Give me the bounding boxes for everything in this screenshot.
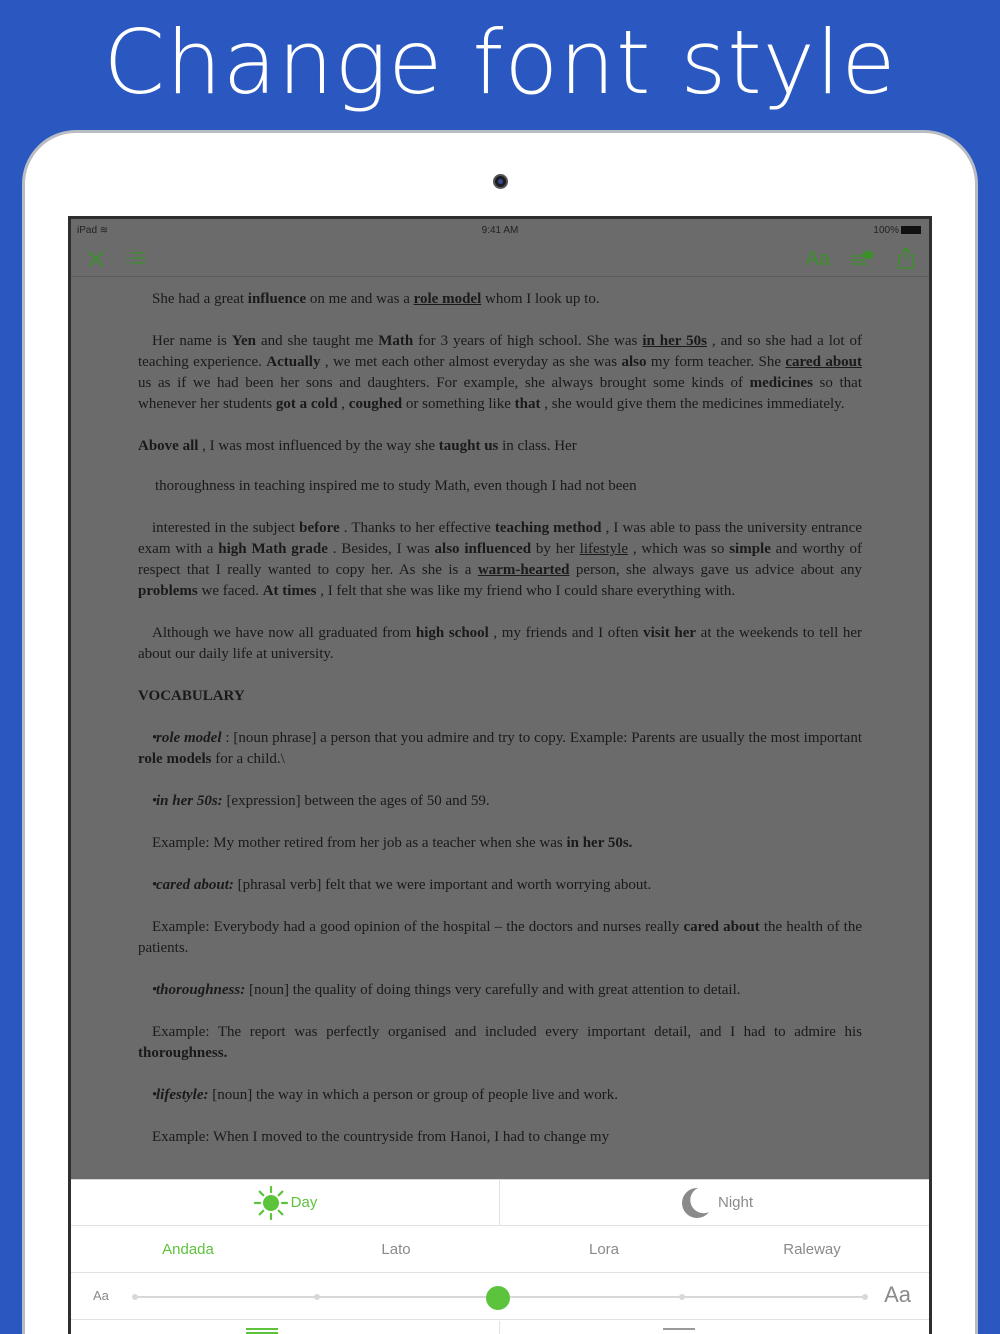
slider-tick (862, 1294, 868, 1300)
share-icon[interactable] (895, 245, 917, 273)
status-device: iPad ≋ (77, 225, 109, 236)
paragraph: Although we have now all graduated from high school , my friends and I often visit her at the weekends to tell her about our daily life at university. (138, 625, 863, 662)
decrease-size-label: Aa (93, 1288, 109, 1303)
reader-toolbar (71, 241, 929, 277)
font-option-lora[interactable]: Lora (588, 1241, 620, 1258)
paragraph: interested in the subject before . Thanks to her effective teaching method , I was able to pass the university entrance exam with a high Math grade . Besides, I was also influenced by her lifestyle , which was so simple and worthy of respect that I really wanted to copy her. As she is a warm-hearted person, she always gave us advice about any problems we faced. At times , I felt that she was like my friend who I could share everything with. (138, 520, 862, 599)
vocab-example: Example: My mother retired from her job as a teacher when she was in her 50s. (152, 835, 633, 851)
spacing-compact-button[interactable] (71, 1321, 500, 1334)
vocab-link[interactable]: cared about (785, 354, 862, 370)
list-icon[interactable] (125, 245, 147, 273)
sun-icon (253, 1185, 289, 1221)
night-mode-button[interactable] (500, 1180, 929, 1226)
font-option-andada[interactable]: Andada (162, 1241, 214, 1258)
theme-row (71, 1180, 929, 1226)
camera-icon (493, 174, 508, 189)
font-option-raleway[interactable]: Raleway (783, 1241, 841, 1258)
vocab-example: Example: Everybody had a good opinion of the hospital – the doctors and nurses really cared about the health of the patients. (138, 919, 862, 956)
vocab-item: • lifestyle: [noun] the way in which a person or group of people live and work. (138, 1085, 862, 1106)
close-icon[interactable] (85, 245, 107, 273)
slider-tick (314, 1294, 320, 1300)
vocab-link[interactable]: in her 50s (642, 333, 707, 349)
vocab-link[interactable]: role model (413, 291, 482, 307)
slider-tick (132, 1294, 138, 1300)
vocab-example: Example: When I moved to the countryside from Hanoi, I had to change my (152, 1129, 610, 1145)
vocab-item: • in her 50s: [expression] between the ages of 50 and 59. (138, 791, 862, 812)
vocab-item: • role model : [noun phrase] a person that you admire and try to copy. Example: Parents are usually the most important role models for a child.\ (138, 728, 862, 770)
paragraph: Her name is Yen and she taught me Math for 3 years of high school. She was in her 50s , and so she had a lot of teaching experience. Actually , we met each other almost everyday as she was also my form teacher. She cared about us as if we had been her sons and daughters. For example, she always brought some kinds of medicines so that whenever her students got a cold , coughed or something like that , she would give them the medicines immediately. (138, 333, 862, 412)
vocab-link[interactable]: warm-hearted (477, 562, 570, 578)
slider-thumb[interactable] (486, 1286, 510, 1310)
spacing-wide-button[interactable] (500, 1321, 929, 1334)
vocab-item: • thoroughness: [noun] the quality of doing things very carefully and with great attention to detail. (138, 980, 862, 1001)
night-label: Night (717, 1194, 754, 1211)
reader-content (138, 289, 862, 1169)
increase-size-label: Aa (884, 1282, 911, 1307)
headline: Change font style (103, 11, 897, 114)
font-option-lato[interactable]: Lato (381, 1241, 411, 1258)
vocab-heading: VOCABULARY (138, 688, 245, 704)
paragraph: thoroughness in teaching inspired me to study Math, even though I had not been (155, 478, 637, 494)
day-mode-button[interactable] (71, 1180, 500, 1226)
vocab-link[interactable]: lifestyle (579, 541, 628, 557)
font-style-panel (71, 1179, 929, 1334)
status-bar (71, 219, 929, 241)
battery-icon (901, 226, 921, 234)
font-size-row (71, 1274, 929, 1320)
font-options (71, 1227, 929, 1273)
slider-tick (679, 1294, 685, 1300)
status-time: 9:41 AM (481, 225, 519, 236)
font-settings-button[interactable]: Aa (805, 248, 831, 270)
moon-icon (676, 1185, 712, 1221)
paragraph: Above all , I was most influenced by the way she taught us in class. Her (138, 438, 577, 454)
line-spacing-row (71, 1321, 929, 1334)
screen (68, 216, 932, 1334)
spacing-compact-icon (245, 1327, 279, 1334)
vocab-example: Example: The report was perfectly organised and included every important detail, and I had to admire his thoroughness. (138, 1024, 862, 1061)
day-label: Day (290, 1194, 318, 1211)
status-battery: 100% (873, 225, 921, 236)
paragraph: She had a great influence on me and was a role model whom I look up to. (152, 291, 600, 307)
notes-icon[interactable] (849, 245, 875, 273)
wifi-icon: ≋ (99, 225, 109, 236)
vocab-item: • cared about: [phrasal verb] felt that we were important and worth worrying about. (138, 875, 862, 896)
spacing-wide-icon (662, 1327, 696, 1334)
